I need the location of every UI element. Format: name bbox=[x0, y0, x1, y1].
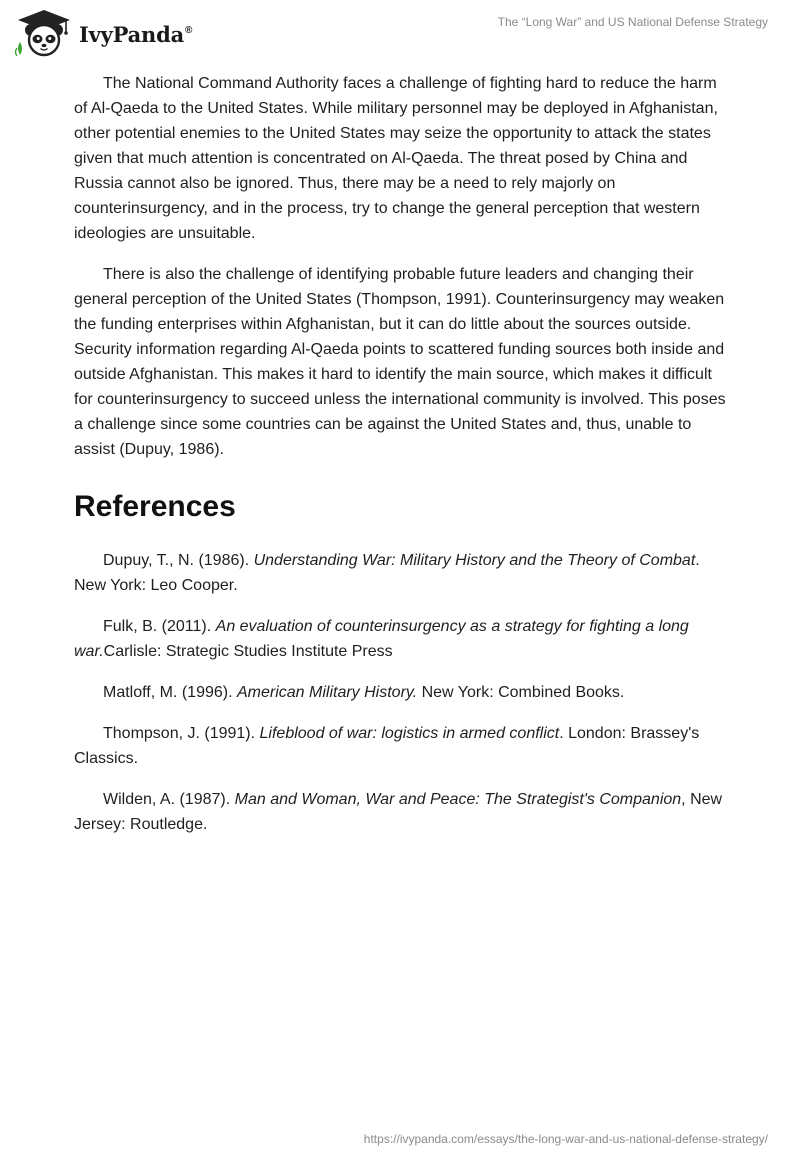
brand-name: IvyPanda® bbox=[79, 21, 193, 47]
registered-mark: ® bbox=[185, 24, 193, 36]
reference-title: American Military History. bbox=[236, 684, 418, 701]
reference-author-year: Fulk, B. (2011). bbox=[103, 618, 216, 635]
panda-logo-icon bbox=[14, 8, 74, 58]
source-url-link[interactable]: https://ivypanda.com/essays/the-long-war-and-us-national-defense-strategy/ bbox=[363, 1132, 768, 1146]
reference-author-year: Dupuy, T., N. (1986). bbox=[103, 552, 254, 569]
essay-content bbox=[74, 71, 734, 853]
reference-publisher: . New York: Leo Cooper. bbox=[74, 552, 700, 594]
reference-item bbox=[74, 680, 734, 705]
references-heading: References bbox=[74, 490, 236, 523]
reference-title: An evaluation of counterinsurgency as a strategy for fighting a long war. bbox=[74, 618, 689, 660]
reference-author-year: Wilden, A. (1987). bbox=[103, 791, 235, 808]
reference-publisher: Carlisle: Strategic Studies Institute Press bbox=[103, 643, 393, 660]
reference-publisher: . London: Brassey's Classics. bbox=[74, 725, 700, 767]
reference-title: Lifeblood of war: logistics in armed conflict bbox=[259, 725, 560, 742]
body-paragraph: There is also the challenge of identifying probable future leaders and changing their general perception of the United States (Thompson, 1991). Counterinsurgency may weaken the funding enterprises within Afghanistan, but it can do little about the sources outside. Security information regarding Al-Qaeda points to scattered funding sources both inside and outside Afghanistan. This makes it hard to identify the main source, which makes it difficult for counterinsurgency to succeed unless the international community is involved. This poses a challenge since some countries can be against the United States and, thus, unable to assist (Dupuy, 1986). bbox=[74, 266, 726, 458]
page-header bbox=[0, 0, 800, 66]
reference-title: Man and Woman, War and Peace: The Strategist's Companion bbox=[234, 791, 682, 808]
body-paragraph: The National Command Authority faces a challenge of fighting hard to reduce the harm of Al-Qaeda to the United States. While military personnel may be deployed in Afghanistan, other potential enemies to the United States may seize the opportunity to attack the states given that much attention is concentrated on Al-Qaeda. The threat posed by China and Russia cannot also be ignored. Thus, there may be a need to rely majorly on counterinsurgency, and in the process, try to change the general perception that western ideologies are unsuitable. bbox=[74, 75, 718, 242]
reference-item bbox=[74, 721, 734, 771]
reference-item bbox=[74, 787, 734, 837]
reference-publisher: , New Jersey: Routledge. bbox=[74, 791, 723, 833]
reference-item bbox=[74, 548, 734, 598]
reference-author-year: Matloff, M. (1996). bbox=[103, 684, 237, 701]
references-list bbox=[74, 548, 734, 837]
reference-author-year: Thompson, J. (1991). bbox=[103, 725, 260, 742]
reference-title: Understanding War: Military History and the Theory of Combat bbox=[253, 552, 696, 569]
reference-publisher: New York: Combined Books. bbox=[417, 684, 625, 701]
ivypanda-logo[interactable] bbox=[14, 8, 192, 58]
running-title: The “Long War” and US National Defense Strategy bbox=[497, 15, 768, 29]
reference-item bbox=[74, 614, 734, 664]
